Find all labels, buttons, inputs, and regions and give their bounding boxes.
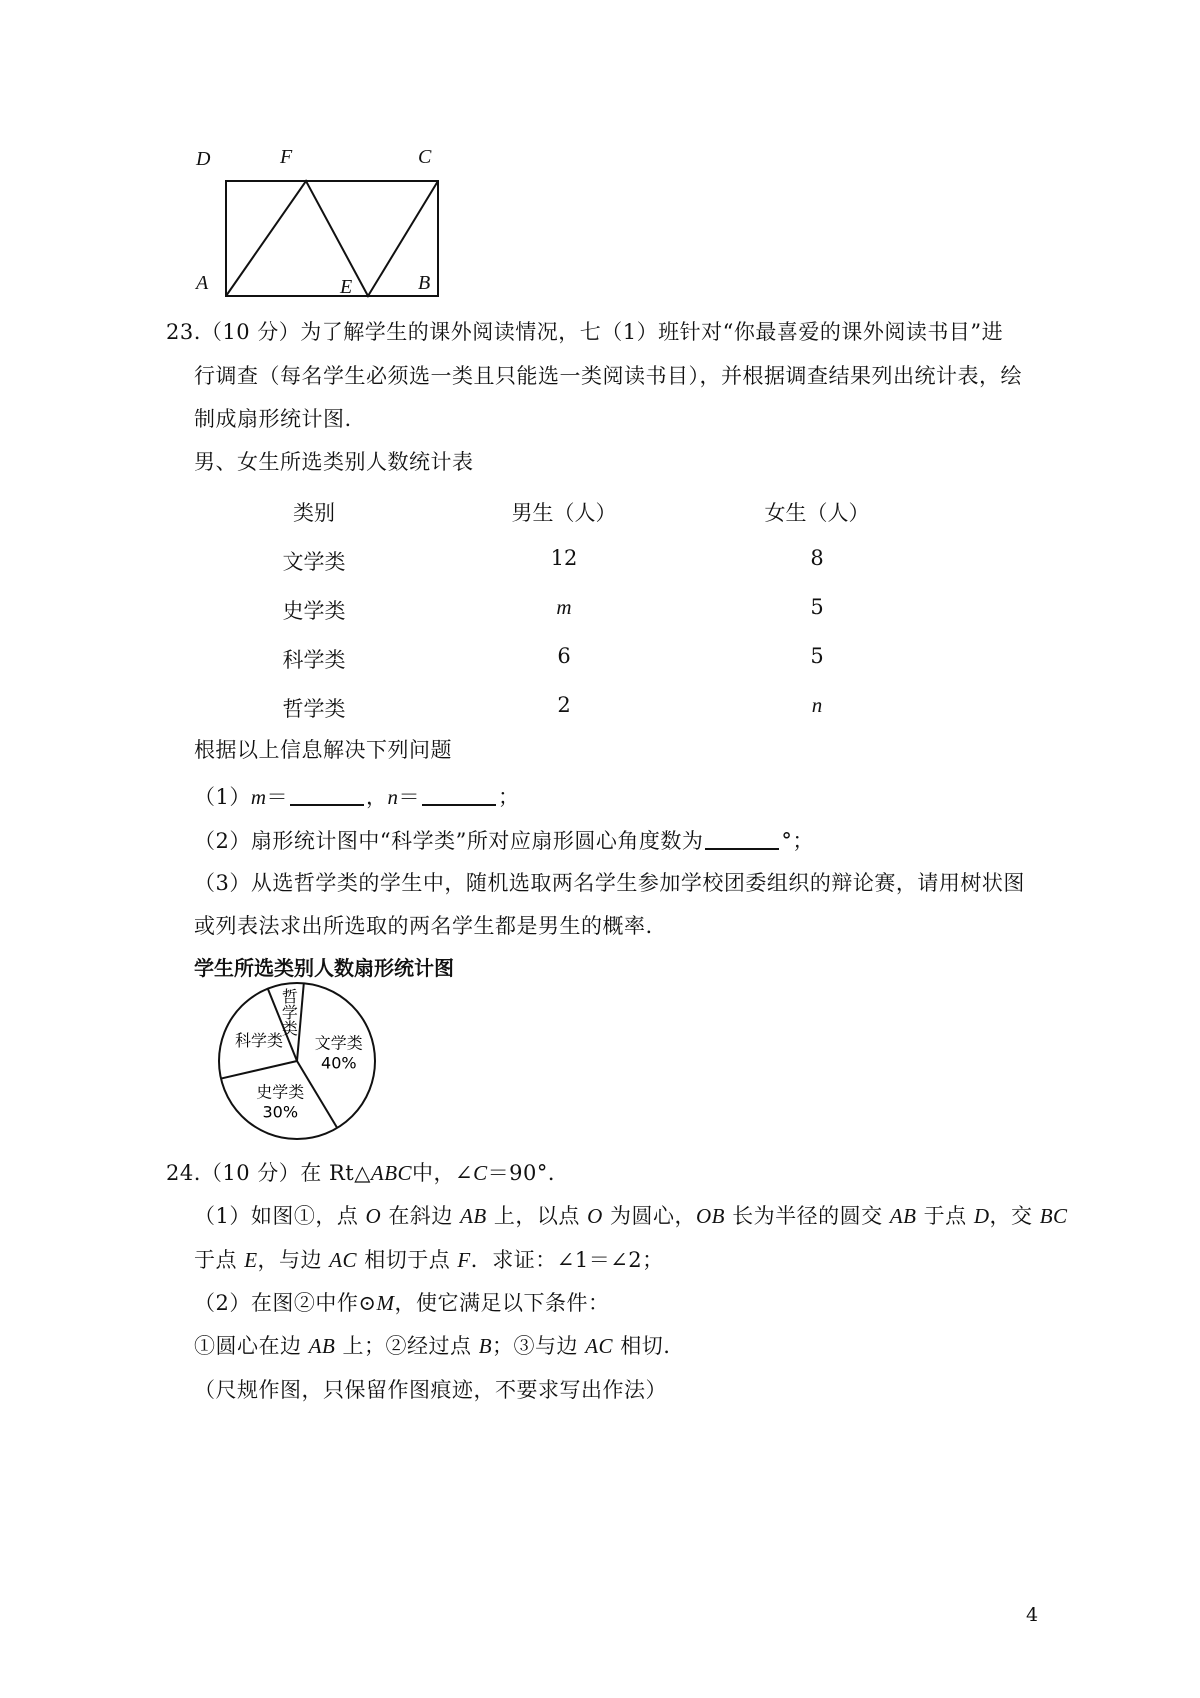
label-C: C — [418, 146, 432, 168]
label-F: F — [280, 146, 293, 168]
q23-part2: （2）扇形统计图中“科学类”所对应扇形圆心角度数为 °； — [194, 829, 814, 853]
table-header: 男生（人） — [511, 501, 617, 525]
label-D: D — [196, 148, 211, 170]
page-number: 4 — [1026, 1604, 1039, 1626]
q24-part1-line2: 于点 E，与边 AC 相切于点 F．求证：∠1＝∠2； — [194, 1248, 664, 1272]
table-cell: 12 — [550, 546, 578, 570]
pie-slice-philosophy-label: 类 — [281, 1019, 298, 1039]
pie-slice-philosophy-label: 哲 — [281, 987, 298, 1007]
table-header: 类别 — [293, 501, 335, 525]
pie-slice-literature-label: 文学类 — [314, 1033, 363, 1053]
table-cell: 6 — [557, 644, 571, 668]
pie-slice-literature-percent: 40% — [321, 1053, 357, 1073]
pie-slice-science-label: 科学类 — [234, 1031, 283, 1051]
table-title: 男、女生所选类别人数统计表 — [194, 450, 474, 474]
pie-slice-philosophy-label: 学 — [281, 1003, 298, 1023]
answer-blank-angle[interactable] — [705, 830, 779, 850]
table-cell: 科学类 — [282, 648, 346, 672]
table-cell: 8 — [810, 546, 824, 570]
q23-line2: 行调查（每名学生必须选一类且只能选一类阅读书目），并根据调查结果列出统计表，绘 — [194, 364, 1022, 388]
q24-conditions: ①圆心在边 AB 上；②经过点 B；③与边 AC 相切. — [194, 1334, 671, 1358]
q24-note: （尺规作图，只保留作图痕迹，不要求写出作法） — [194, 1378, 667, 1402]
pie-slice-history-percent: 30% — [262, 1102, 299, 1122]
table-cell: 5 — [810, 595, 824, 619]
table-cell: m — [556, 595, 572, 619]
table-header: 女生（人） — [764, 501, 870, 525]
label-B: B — [418, 272, 431, 294]
pie-slice-history-label: 史学类 — [256, 1082, 305, 1102]
label-A: A — [196, 272, 209, 294]
answer-blank-n[interactable] — [422, 786, 496, 806]
table-cell: 史学类 — [282, 599, 346, 623]
q23-line3: 制成扇形统计图. — [194, 407, 352, 431]
q23-part1: （1）m＝ ，n＝ ； — [194, 785, 520, 809]
q24-part2: （2）在图②中作⊙M，使它满足以下条件： — [194, 1291, 610, 1315]
q23-part3-line2: 或列表法求出所选取的两名学生都是男生的概率. — [194, 914, 653, 938]
q23-part3-line1: （3）从选哲学类的学生中，随机选取两名学生参加学校团委组织的辩论赛，请用树状图 — [194, 871, 1025, 895]
pie-chart-title: 学生所选类别人数扇形统计图 — [194, 956, 454, 980]
q24-part1-line1: （1）如图①，点 O 在斜边 AB 上，以点 O 为圆心，OB 长为半径的圆交 AB 于点 D，交 BC — [194, 1204, 1068, 1228]
q23-intro: 根据以上信息解决下列问题 — [194, 738, 452, 762]
label-E: E — [340, 276, 353, 298]
q23-line1: 23.（10 分）为了解学生的课外阅读情况，七（1）班针对“你最喜爱的课外阅读书目”进 — [166, 320, 1004, 344]
table-cell: 2 — [557, 693, 571, 717]
table-cell: 5 — [810, 644, 824, 668]
table-cell: 哲学类 — [282, 697, 346, 721]
pie-chart — [210, 975, 390, 1145]
q24-line1: 24.（10 分）在 Rt△ABC中，∠C＝90°． — [166, 1161, 570, 1185]
answer-blank-m[interactable] — [290, 786, 364, 806]
table-cell: n — [811, 693, 823, 717]
table-cell: 文学类 — [282, 550, 346, 574]
